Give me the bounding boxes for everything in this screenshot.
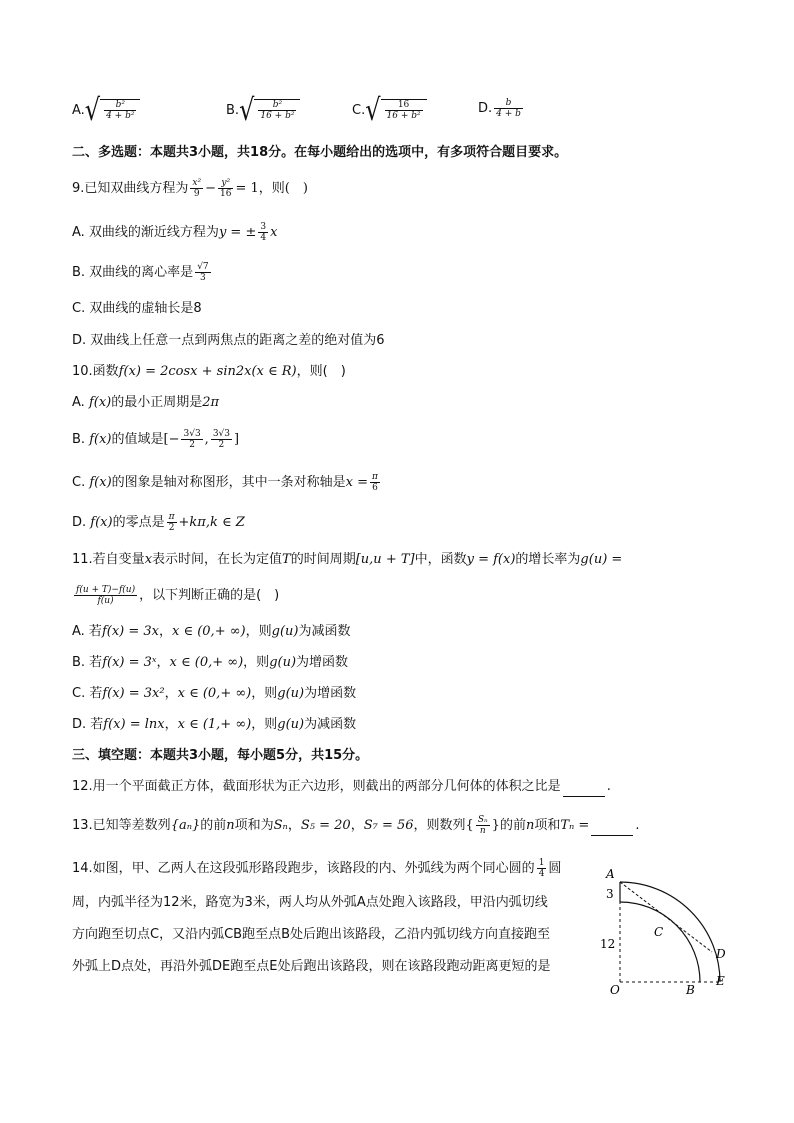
q14-line2: 周，内弧半径为12米，路宽为3米，两人均从外弧A点处跑入该路段，甲沿内弧切线 [72,895,548,910]
q8-option-d: D. $\frac{b}{4 + b}$ [478,98,521,119]
q9-option-c: C. 双曲线的虚轴长是8 [72,301,202,316]
inner-arc [620,902,700,982]
q14-line3: 方向跑至切点C，又沿内弧CB跑至点B处后跑出该路段，乙沿内弧切线方向直接跑至 [72,927,550,942]
q11-option-c: C. 若f(x) = 3x²，x ∈ (0,+ ∞)，则g(u)为增函数 [72,686,357,701]
q10-option-c: C. f(x)的图象是轴对称图形，其中一条对称轴是x = $\frac{\pi}{6}$ [72,472,378,493]
answer-blank [563,782,605,797]
q10-option-d: D. f(x)的零点是 $\frac{\pi}{2}$ +kπ,k ∈ Z [72,512,245,533]
q11-option-b: B. 若f(x) = 3ˣ，x ∈ (0,+ ∞)，则g(u)为增函数 [72,655,349,670]
section-2-heading: 二、多选题：本题共3小题，共18分。在每小题给出的选项中，有多项符合题目要求。 [72,145,568,160]
q10-option-b: B. f(x)的值域是[− $\frac{3√3}{2}$ , $\frac{3√3}{2}$ ] [72,429,240,450]
q9-option-b: B. 双曲线的离心率是 $\frac{√7}{3}$ [72,262,209,283]
q11-option-d: D. 若f(x) = lnx，x ∈ (1,+ ∞)，则g(u)为减函数 [72,717,357,732]
answer-blank [591,821,633,836]
sqrt: √ $\frac{16}{\text{16 + b²}}$ [365,98,426,122]
section-3-heading: 三、填空题：本题共3小题，每小题5分，共15分。 [72,748,369,763]
q14-line4: 外弧上D点处，再沿外弧DE跑至点E处后跑出该路段，则在该路段跑动距离更短的是 [72,959,551,974]
label-O: O [610,983,620,997]
q12: 12.用一个平面截正方体，截面形状为正六边形，则截出的两部分几何体的体积之比是 . [72,777,611,797]
arc-track-figure [600,860,740,1000]
sqrt: √ $\frac{\text{b²}}{\text{16 + b²}}$ [239,98,300,122]
q8-option-a: A. √ $\frac{\text{b²}}{\text{4 + b²}}$ [72,98,140,122]
label-C: C [654,925,664,939]
label-D: D [716,947,726,961]
q11-stem-line1: 11.若自变量x表示时间，在长为定值T的时间周期[u,u + T]中，函数y = f(x)的增长率为g(u) = [72,552,623,567]
q9-option-a: A. 双曲线的渐近线方程为y = ± $\frac{3}{4}$ x [72,222,278,243]
q8-option-c: C. √ $\frac{16}{\text{16 + b²}}$ [352,98,427,122]
q9-stem: 9.已知双曲线方程为 $\frac{\text{x²}}{9}$ − $\frac{\text{y²}}{16}$ = 1，则( ) [72,178,308,199]
q9-option-d: D. 双曲线上任意一点到两焦点的距离之差的绝对值为6 [72,333,385,348]
q8-option-b: B. √ $\frac{\text{b²}}{\text{16 + b²}}$ [226,98,300,122]
q10-option-a: A. f(x)的最小正周期是2π [72,395,220,410]
label-w: 3 [606,887,614,901]
tangent-AD [620,882,712,952]
label-B: B [686,983,695,997]
label-A: A [606,867,615,881]
q11-stem-line2: $\frac{f(u + T)-f(u)}{f(u)}$ ，以下判断正确的是( ) [76,585,280,606]
q13: 13.已知等差数列{aₙ}的前n项和为Sₙ，S₅ = 20，S₇ = 56，则数列{ $\frac{\text{Sₙ}}{n}$ }的前n项和Tₙ = . [72,815,640,836]
sqrt: √ $\frac{\text{b²}}{\text{4 + b²}}$ [85,98,141,122]
q10-stem: 10.函数f(x) = 2cosx + sin2x(x ∈ R)，则( ) [72,364,346,379]
q11-option-a: A. 若f(x) = 3x，x ∈ (0,+ ∞)，则g(u)为减函数 [72,624,351,639]
q14-line1: 14.如图，甲、乙两人在这段弧形路段跑步，该路段的内、外弧线为两个同心圆的 $\frac{1}{4}$ 圆 [72,858,562,879]
outer-arc [620,882,720,982]
label-r: 12 [600,937,616,951]
q8-options [72,92,572,138]
label-E: E [716,974,725,988]
